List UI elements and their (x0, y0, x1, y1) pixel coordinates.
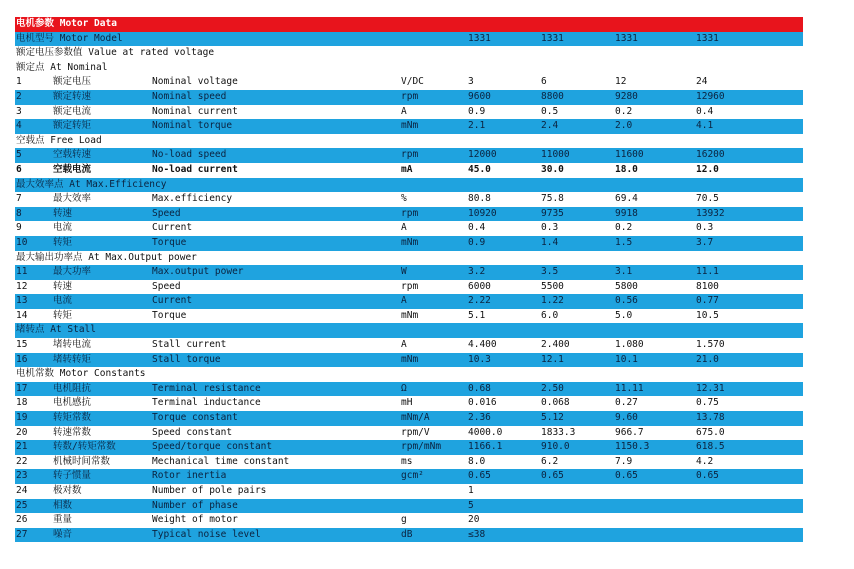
section-header: 额定点 At Nominal (16, 61, 108, 73)
parameter-row (15, 411, 803, 426)
parameter-value: 3.2 (468, 266, 486, 278)
parameter-value: 30.0 (541, 163, 564, 175)
parameter-row (15, 513, 803, 528)
section-header: 堵转点 At Stall (16, 324, 96, 336)
parameter-name-en: Terminal inductance (152, 397, 261, 409)
parameter-value: 1.4 (541, 236, 559, 248)
parameter-name-en: Nominal speed (152, 90, 227, 102)
section-header-row (15, 61, 803, 76)
parameter-row (15, 75, 803, 90)
parameter-value: 2.4 (541, 120, 559, 132)
parameter-row (15, 469, 803, 484)
parameter-value: 1.570 (696, 339, 725, 351)
row-number: 13 (16, 295, 28, 307)
parameter-value: 3 (468, 76, 474, 88)
parameter-value: 9280 (615, 90, 638, 102)
rated-voltage-header-row (15, 46, 803, 61)
row-number: 2 (16, 90, 22, 102)
parameter-row (15, 338, 803, 353)
parameter-value: 0.65 (541, 470, 564, 482)
parameter-value: 45.0 (468, 163, 491, 175)
parameter-value: 8800 (541, 90, 564, 102)
parameter-value: 2.36 (468, 412, 491, 424)
parameter-unit: gcm² (401, 470, 424, 482)
parameter-name-en: Current (152, 295, 193, 307)
row-number: 10 (16, 236, 28, 248)
parameter-name-en: No-load current (152, 163, 238, 175)
parameter-value: 75.8 (541, 193, 564, 205)
parameter-row (15, 119, 803, 134)
parameter-value: 0.9 (468, 105, 486, 117)
parameter-value: 6.0 (541, 309, 559, 321)
parameter-unit: g (401, 514, 407, 526)
row-number: 21 (16, 441, 28, 453)
section-header-row (15, 178, 803, 193)
row-number: 5 (16, 149, 22, 161)
parameter-value: 910.0 (541, 441, 570, 453)
row-number: 19 (16, 412, 28, 424)
parameter-row (15, 294, 803, 309)
parameter-value: 10.3 (468, 353, 491, 365)
row-number: 22 (16, 455, 28, 467)
parameter-row (15, 265, 803, 280)
parameter-unit: A (401, 295, 407, 307)
row-number: 18 (16, 397, 28, 409)
parameter-name-cn: 最大功率 (53, 266, 92, 278)
parameter-name-en: Stall torque (152, 353, 221, 365)
parameter-value: 0.27 (615, 397, 638, 409)
parameter-name-en: Speed constant (152, 426, 233, 438)
parameter-value: 24 (696, 76, 708, 88)
parameter-unit: mNm (401, 236, 419, 248)
parameter-name-cn: 空载电流 (53, 163, 92, 175)
parameter-unit: V/DC (401, 76, 424, 88)
parameter-value: 13932 (696, 207, 725, 219)
motor-model-value: 1331 (541, 32, 564, 44)
parameter-value: 966.7 (615, 426, 644, 438)
parameter-name-cn: 转矩 (53, 309, 73, 321)
parameter-value: 70.5 (696, 193, 719, 205)
parameter-value: 1833.3 (541, 426, 576, 438)
parameter-name-cn: 噪音 (53, 528, 73, 540)
parameter-row (15, 280, 803, 295)
parameter-name-cn: 最大效率 (53, 193, 92, 205)
parameter-value: 6 (541, 76, 547, 88)
row-number: 7 (16, 193, 22, 205)
row-number: 9 (16, 222, 22, 234)
parameter-value: 0.3 (541, 222, 559, 234)
parameter-value: 18.0 (615, 163, 638, 175)
parameter-value: 5.12 (541, 412, 564, 424)
row-number: 12 (16, 280, 28, 292)
parameter-name-cn: 额定转速 (53, 90, 92, 102)
parameter-value: 11.11 (615, 382, 644, 394)
parameter-name-en: Stall current (152, 339, 227, 351)
parameter-name-en: Nominal torque (152, 120, 233, 132)
row-number: 27 (16, 528, 28, 540)
parameter-value: 618.5 (696, 441, 725, 453)
parameter-value: 2.22 (468, 295, 491, 307)
parameter-value: 10.5 (696, 309, 719, 321)
parameter-name-en: Speed (152, 207, 181, 219)
motor-data-sheet (15, 17, 803, 542)
parameter-value: 0.77 (696, 295, 719, 307)
parameter-name-cn: 相数 (53, 499, 73, 511)
parameter-row (15, 236, 803, 251)
parameter-name-cn: 电机感抗 (53, 397, 92, 409)
parameter-value: 1.5 (615, 236, 633, 248)
parameter-value: 9600 (468, 90, 491, 102)
parameter-value: 1.080 (615, 339, 644, 351)
parameter-row (15, 309, 803, 324)
row-number: 4 (16, 120, 22, 132)
parameter-name-cn: 额定转矩 (53, 120, 92, 132)
rated-voltage-header: 额定电压参数值 Value at rated voltage (16, 47, 215, 59)
parameter-value: 80.8 (468, 193, 491, 205)
parameter-value: 3.5 (541, 266, 559, 278)
sheet-title-row (15, 17, 803, 32)
parameter-row (15, 192, 803, 207)
parameter-value: 11.1 (696, 266, 719, 278)
parameter-value: 2.400 (541, 339, 570, 351)
row-number: 14 (16, 309, 28, 321)
parameter-name-cn: 转数/转矩常数 (53, 441, 116, 453)
parameter-row (15, 396, 803, 411)
row-number: 15 (16, 339, 28, 351)
parameter-value: 10920 (468, 207, 497, 219)
parameter-row (15, 148, 803, 163)
parameter-name-en: Max.output power (152, 266, 244, 278)
parameter-name-cn: 极对数 (53, 485, 82, 496)
parameter-name-en: No-load speed (152, 149, 227, 161)
parameter-unit: rpm (401, 280, 419, 292)
parameter-name-en: Torque (152, 309, 187, 321)
parameter-value: ≤38 (468, 528, 486, 540)
parameter-value: 6000 (468, 280, 491, 292)
parameter-name-cn: 堵转转矩 (53, 353, 92, 365)
parameter-name-cn: 转矩 (53, 236, 73, 248)
parameter-value: 8100 (696, 280, 719, 292)
parameter-value: 3.7 (696, 236, 714, 248)
parameter-unit: mNm/A (401, 412, 430, 424)
parameter-value: 4.2 (696, 455, 714, 467)
parameter-unit: mNm (401, 353, 419, 365)
parameter-name-cn: 重量 (53, 514, 73, 526)
parameter-value: 0.4 (696, 105, 714, 117)
parameter-row (15, 105, 803, 120)
parameter-value: 7.9 (615, 455, 633, 467)
parameter-value: 11000 (541, 149, 570, 161)
parameter-unit: rpm (401, 90, 419, 102)
parameter-value: 4.1 (696, 120, 714, 132)
parameter-value: 4.400 (468, 339, 497, 351)
motor-model-value: 1331 (696, 32, 719, 44)
parameter-value: 1 (468, 485, 474, 496)
parameter-unit: dB (401, 528, 413, 540)
parameter-row (15, 440, 803, 455)
parameter-value: 0.3 (696, 222, 714, 234)
row-number: 23 (16, 470, 28, 482)
parameter-value: 0.016 (468, 397, 497, 409)
parameter-name-cn: 转子惯量 (53, 470, 92, 482)
parameter-unit: rpm/mNm (401, 441, 442, 453)
parameter-name-en: Number of phase (152, 499, 238, 511)
row-number: 11 (16, 266, 28, 278)
parameter-row (15, 90, 803, 105)
parameter-value: 0.9 (468, 236, 486, 248)
parameter-row (15, 528, 803, 543)
parameter-row (15, 484, 803, 499)
parameter-value: 12.31 (696, 382, 725, 394)
parameter-unit: A (401, 339, 407, 351)
section-header-row (15, 134, 803, 149)
parameter-value: 0.2 (615, 222, 633, 234)
parameter-value: 5 (468, 499, 474, 511)
section-header-row (15, 251, 803, 266)
row-number: 17 (16, 382, 28, 394)
parameter-value: 20 (468, 514, 480, 526)
parameter-name-en: Typical noise level (152, 528, 261, 540)
parameter-value: 8.0 (468, 455, 486, 467)
section-header-row (15, 367, 803, 382)
parameter-value: 0.75 (696, 397, 719, 409)
parameter-name-cn: 转矩常数 (53, 412, 92, 424)
parameter-value: 10.1 (615, 353, 638, 365)
section-header: 最大效率点 At Max.Efficiency (16, 178, 167, 190)
parameter-value: 1150.3 (615, 441, 650, 453)
parameter-row (15, 426, 803, 441)
parameter-value: 4000.0 (468, 426, 503, 438)
parameter-value: 5.0 (615, 309, 633, 321)
row-number: 20 (16, 426, 28, 438)
parameter-value: 12000 (468, 149, 497, 161)
parameter-name-en: Speed/torque constant (152, 441, 273, 453)
parameter-name-en: Number of pole pairs (152, 485, 267, 496)
parameter-name-en: Mechanical time constant (152, 455, 290, 467)
parameter-value: 0.68 (468, 382, 491, 394)
parameter-unit: A (401, 222, 407, 234)
parameter-name-cn: 电机阻抗 (53, 382, 92, 394)
motor-model-row (15, 32, 803, 47)
parameter-unit: mNm (401, 309, 419, 321)
parameter-value: 2.0 (615, 120, 633, 132)
section-header: 空载点 Free Load (16, 134, 102, 146)
parameter-value: 0.4 (468, 222, 486, 234)
row-number: 1 (16, 76, 22, 88)
parameter-row (15, 382, 803, 397)
parameter-unit: ms (401, 455, 413, 467)
parameter-name-cn: 额定电压 (53, 76, 92, 88)
parameter-value: 12.0 (696, 163, 719, 175)
parameter-value: 0.068 (541, 397, 570, 409)
parameter-name-cn: 机械时间常数 (53, 455, 111, 467)
parameter-row (15, 221, 803, 236)
parameter-name-en: Nominal current (152, 105, 238, 117)
parameter-value: 1.22 (541, 295, 564, 307)
row-number: 26 (16, 514, 28, 526)
parameter-value: 0.5 (541, 105, 559, 117)
parameter-rows (15, 61, 803, 543)
parameter-value: 12.1 (541, 353, 564, 365)
parameter-value: 12 (615, 76, 627, 88)
parameter-unit: W (401, 266, 407, 278)
parameter-name-en: Max.efficiency (152, 193, 233, 205)
parameter-row (15, 455, 803, 470)
section-header-row (15, 323, 803, 338)
row-number: 16 (16, 353, 28, 365)
parameter-name-cn: 转速 (53, 280, 73, 292)
parameter-value: 0.65 (696, 470, 719, 482)
parameter-unit: Ω (401, 382, 407, 394)
parameter-name-en: Torque (152, 236, 187, 248)
parameter-unit: mA (401, 163, 413, 175)
parameter-value: 675.0 (696, 426, 725, 438)
parameter-value: 0.65 (468, 470, 491, 482)
parameter-name-en: Current (152, 222, 193, 234)
parameter-value: 16200 (696, 149, 725, 161)
parameter-row (15, 499, 803, 514)
motor-model-value: 1331 (468, 32, 491, 44)
parameter-name-en: Rotor inertia (152, 470, 227, 482)
parameter-unit: rpm/V (401, 426, 430, 438)
parameter-unit: rpm (401, 149, 419, 161)
parameter-value: 0.56 (615, 295, 638, 307)
parameter-value: 9735 (541, 207, 564, 219)
parameter-value: 9918 (615, 207, 638, 219)
parameter-name-cn: 额定电流 (53, 105, 92, 117)
row-number: 25 (16, 499, 28, 511)
parameter-name-en: Weight of motor (152, 514, 238, 526)
parameter-value: 13.78 (696, 412, 725, 424)
parameter-value: 1166.1 (468, 441, 503, 453)
motor-model-value: 1331 (615, 32, 638, 44)
section-header: 电机常数 Motor Constants (16, 368, 146, 380)
parameter-name-cn: 空载转速 (53, 149, 92, 161)
parameter-unit: mNm (401, 120, 419, 132)
parameter-value: 5500 (541, 280, 564, 292)
parameter-name-en: Speed (152, 280, 181, 292)
sheet-title: 电机参数 Motor Data (16, 18, 117, 29)
parameter-row (15, 163, 803, 178)
parameter-unit: % (401, 193, 407, 205)
parameter-value: 0.65 (615, 470, 638, 482)
parameter-unit: A (401, 105, 407, 117)
parameter-name-en: Torque constant (152, 412, 238, 424)
parameter-value: 2.1 (468, 120, 486, 132)
parameter-unit: mH (401, 397, 413, 409)
parameter-name-en: Terminal resistance (152, 382, 261, 394)
parameter-value: 3.1 (615, 266, 633, 278)
parameter-value: 69.4 (615, 193, 638, 205)
parameter-name-cn: 电流 (53, 295, 73, 307)
parameter-name-en: Nominal voltage (152, 76, 238, 88)
parameter-value: 12960 (696, 90, 725, 102)
parameter-value: 6.2 (541, 455, 559, 467)
parameter-row (15, 353, 803, 368)
parameter-unit: rpm (401, 207, 419, 219)
parameter-value: 9.60 (615, 412, 638, 424)
parameter-name-cn: 转速常数 (53, 426, 92, 438)
parameter-value: 11600 (615, 149, 644, 161)
parameter-value: 0.2 (615, 105, 633, 117)
parameter-value: 5.1 (468, 309, 486, 321)
parameter-name-cn: 堵转电流 (53, 339, 92, 351)
parameter-name-cn: 电流 (53, 222, 73, 234)
motor-model-label: 电机型号 Motor Model (16, 32, 123, 44)
parameter-value: 21.0 (696, 353, 719, 365)
section-header: 最大输出功率点 At Max.Output power (16, 251, 197, 263)
parameter-row (15, 207, 803, 222)
parameter-value: 5800 (615, 280, 638, 292)
row-number: 3 (16, 105, 22, 117)
row-number: 24 (16, 485, 28, 496)
row-number: 6 (16, 163, 22, 175)
parameter-name-cn: 转速 (53, 207, 73, 219)
parameter-value: 2.50 (541, 382, 564, 394)
row-number: 8 (16, 207, 22, 219)
